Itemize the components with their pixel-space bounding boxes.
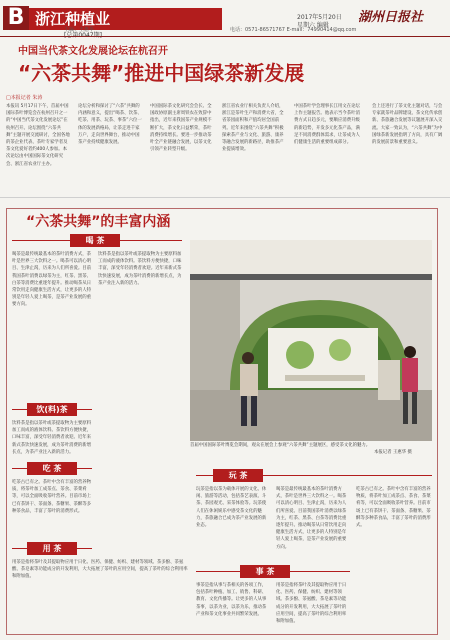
weekday-line: 星期六 编辑: [297, 22, 329, 29]
section-text-play: 玩茶是指以茶为载体开展的文化、休闲、旅游等活动，包括茶艺表演、斗茶、茶园观光、采茶体验等。玩茶使人们在休闲娱乐中感受茶文化的魅力，茶旅融合已成为茶产业发展的新业态。: [196, 487, 267, 529]
article-column: 中国国际茶文化研究会会长、全国政协原副主席周铁农在致辞中指出，近年来我国茶产业规模不断扩大，茶文化日益繁荣，茶叶消费持续增长。要进一步推动茶叶全产业链融合发展，以茶文化引领产业转型升级。: [150, 104, 212, 153]
section-title-banner: 浙江种植业: [29, 8, 222, 30]
photo-credit: 本报记者 王惠华 摄: [374, 450, 412, 455]
section-heading-use: 用 茶: [27, 542, 77, 555]
section-text-beverage: 饮料茶是指以茶叶或茶提取物为主要原料加工而成的液体饮料。茶饮料方便快捷，口味丰富，深受年轻消费者欢迎。近年来新式茶饮快速发展，成为茶叶消费的新增长点，为茶产业注入新的活力。: [12, 421, 92, 455]
editor-credit: 主编：王惠华: [64, 27, 95, 33]
expo-photo: [190, 240, 432, 441]
section-letter-badge: B: [3, 6, 29, 30]
photo-caption: 首届中国国际茶叶博览会期间，观众在展会上参观“六茶共舞”主题展区，感受茶文化的魅力。: [190, 443, 371, 448]
article-column: 浙江省农业厅相关负责人介绍，浙江是茶叶生产和消费大省，全省茶园面积和产值均居全国前列。近年来围绕“六茶共舞”积极探索茶产业与文化、旅游、康养等融合发展的新路径，助推茶产业提质增效。: [222, 104, 284, 153]
feature-title: “六茶共舞”的丰富内涵: [26, 214, 171, 230]
section-text-continued: 饮料茶是指以茶叶或茶提取物为主要原料加工而成的液体饮料。茶饮料方便快捷，口味丰富，深受年轻消费者欢迎。近年来新式茶饮快速发展，成为茶叶消费的新增长点，为茶产业注入新的活力。: [98, 252, 182, 286]
article-headline: “六茶共舞”推进中国绿茶新发展: [18, 61, 305, 85]
article-column: 本报讯 5月17日下午，首届中国国际茶叶博览会在杭州召开之一的“中国当代茶文化发展论坛”在杭州召开。论坛围绕“六茶共舞”主题开展交流研讨，全国各地的茶企业代表、茶叶专家学者及茶文化爱好者约400人参加。本次论坛由中国国际茶文化研究会、浙江省农业厅主办。: [6, 104, 70, 167]
article-column: 会上还进行了茶文化主题对话，与会专家就茶叶品牌建设、茶文化传承创新、茶旅融合发展等议题展开深入交流。大家一致认为，“六茶共舞”为中国绿茶新发展指明了方向，具有广阔的发展前景和重要意义。: [372, 104, 443, 146]
section-heading-play: 玩 茶: [213, 469, 263, 482]
contact-info: 电话：0571-86571767 E-mail：74990414@qq.com: [230, 27, 357, 33]
section-text-drink: 喝茶是最传统最基本的茶叶消费方式，茶叶是世界三大饮料之一。喝茶可以清心明目、生津止渴，历来为人们所喜爱。目前我国茶叶消费以绿茶为主，红茶、黑茶、白茶等消费比重逐年提升。推动喝茶从日常饮用走向健康生活方式，让更多的人特别是年轻人爱上喝茶，是茶产业发展的重要方向。: [12, 252, 92, 308]
section-heading-beverage: 饮(料)茶: [27, 403, 77, 416]
section-heading-serve: 事 茶: [240, 565, 290, 578]
section-text-play-continued: 喝茶是最传统最基本的茶叶消费方式，茶叶是世界三大饮料之一。喝茶可以清心明目、生津止渴，历来为人们所喜爱。目前我国茶叶消费以绿茶为主，红茶、黑茶、白茶等消费比重逐年提升。推动喝茶从日常饮用走向健康生活方式，让更多的人特别是年轻人爱上喝茶，是茶产业发展的重要方向。: [276, 487, 347, 550]
article-column: 中国茶叶学会理事长江用文在论坛上作主题报告。他表示当今茶叶消费方式日趋多元，要顺应消费升级的新趋势，开发多元化茶产品，满足不同消费群体需求，让茶成为人们健康生活的重要组成部分。: [294, 104, 360, 146]
article-byline: □本报记者 朱涛: [6, 95, 43, 101]
section-text-serve: 事茶是指从事与茶相关的各项工作，包括茶叶种植、加工、销售、科研、教育、文化传播等。让更多的人从事茶事，以茶为业，以茶为乐，推动茶产业和茶文化事业共同繁荣发展。: [196, 583, 267, 617]
article-column: 论坛分析和探讨了“六茶”共舞的内涵和意义，提出“喝茶、饮茶、吃茶、用茶、玩茶、事茶”六位一体的发展新格局，让茶走进千家万户，走向世界舞台，推动中国茶产业持续健康发展。: [78, 104, 142, 146]
article-kicker: 中国当代茶文化发展论坛在杭召开: [18, 46, 168, 57]
section-divider: [0, 197, 450, 198]
newspaper-logo: 湖州日报社: [358, 10, 424, 25]
header-rule: [0, 36, 450, 37]
date-line: 2017年5月20日: [297, 14, 342, 21]
section-text-eat: 吃茶古已有之。茶叶中含有丰富的营养物质，将茶叶加工成茶点、茶食、茶菜肴等，可以全面吸收茶叶营养。目前市场上已有茶饼干、茶面条、茶糖果、茶酥等多种茶食品，丰富了茶叶的消费形式。: [12, 480, 92, 514]
section-text-serve-continued: 用茶是指将茶叶及其提取物应用于日化、医药、保健、纺织、建材等领域。茶多酚、茶氨酸、茶皂素等功能成分的开发利用，大大拓展了茶叶的应用空间，提高了茶叶的综合利用率和附加值。: [276, 583, 347, 625]
section-text-play-right: 吃茶古已有之。茶叶中含有丰富的营养物质，将茶叶加工成茶点、茶食、茶菜肴等，可以全面吸收茶叶营养。目前市场上已有茶饼干、茶面条、茶糖果、茶酥等多种茶食品，丰富了茶叶的消费形式。: [356, 487, 431, 529]
expo-photo-image: [190, 240, 432, 441]
section-heading-eat: 吃 茶: [27, 462, 77, 475]
section-text-use: 用茶是指将茶叶及其提取物应用于日化、医药、保健、纺织、建材等领域。茶多酚、茶氨酸、茶皂素等功能成分的开发利用，大大拓展了茶叶的应用空间，提高了茶叶的综合利用率和附加值。: [12, 560, 188, 580]
section-heading-drink: 喝 茶: [70, 234, 120, 247]
